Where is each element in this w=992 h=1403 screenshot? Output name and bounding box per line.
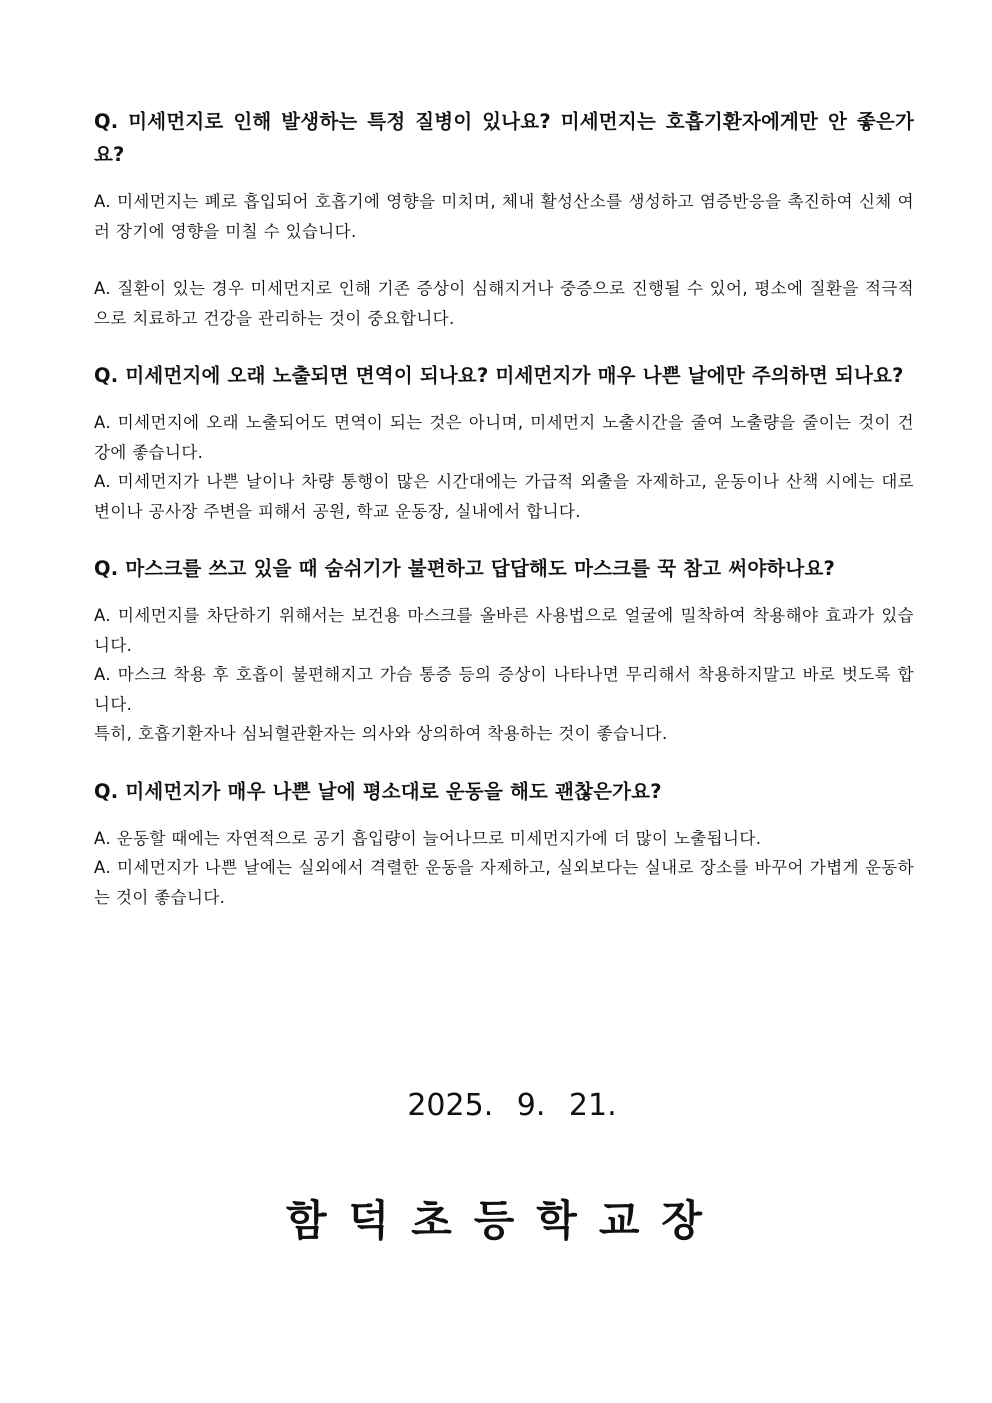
answer-3-3: 특히, 호흡기환자나 심뇌혈관환자는 의사와 상의하여 착용하는 것이 좋습니다. xyxy=(94,724,668,743)
answers-1 xyxy=(94,187,914,333)
answer-4-2: A. 미세먼지가 나쁜 날에는 실외에서 격렬한 운동을 자제하고, 실외보다는 실내로 장소를 바꾸어 가볍게 운동하는 것이 좋습니다. xyxy=(94,858,914,907)
question-1: Q. 미세먼지로 인해 발생하는 특정 질병이 있나요? 미세먼지는 호흡기환자에게만 안 좋은가요? xyxy=(94,110,914,166)
question-3: Q. 마스크를 쓰고 있을 때 숨쉬기가 불편하고 답답해도 마스크를 꾹 참고 써야하나요? xyxy=(94,557,835,580)
document-date: 2025. 9. 21. xyxy=(407,1088,617,1123)
question-2: Q. 미세먼지에 오래 노출되면 면역이 되나요? 미세먼지가 매우 나쁜 날에만 주의하면 되나요? xyxy=(94,364,904,387)
answer-4-1: A. 운동할 때에는 자연적으로 공기 흡입량이 늘어나므로 미세먼지가에 더 많이 노출됩니다. xyxy=(94,828,762,848)
qa-block-3 xyxy=(94,552,914,749)
answer-2-2: A. 미세먼지가 나쁜 날이나 차량 통행이 많은 시간대에는 가급적 외출을 자제하고, 운동이나 산책 시에는 대로변이나 공사장 주변을 피해서 공원, 학교 운동장, 실내에서 합니다. xyxy=(94,472,914,521)
answer-1-2: A. 질환이 있는 경우 미세먼지로 인해 기존 증상이 심해지거나 중증으로 진행될 수 있어, 평소에 질환을 적극적으로 치료하고 건강을 관리하는 것이 중요합니다. xyxy=(94,279,914,328)
qa-block-2 xyxy=(94,359,914,526)
answer-2-1: A. 미세먼지에 오래 노출되어도 면역이 되는 것은 아니며, 미세먼지 노출시간을 줄여 노출량을 줄이는 것이 건강에 좋습니다. xyxy=(94,413,914,462)
answers-3 xyxy=(94,601,914,749)
answer-3-1: A. 미세먼지를 차단하기 위해서는 보건용 마스크를 올바른 사용법으로 얼굴에 밀착하여 착용해야 효과가 있습니다. xyxy=(94,606,914,655)
qa-block-4 xyxy=(94,775,914,913)
answer-1-1: A. 미세먼지는 폐로 흡입되어 호흡기에 영향을 미치며, 체내 활성산소를 생성하고 염증반응을 촉진하여 신체 여러 장기에 영향을 미칠 수 있습니다. xyxy=(94,192,914,241)
answers-4 xyxy=(94,824,914,913)
signature-school-principal: 함덕초등학교장 xyxy=(285,1196,724,1245)
document-body xyxy=(94,105,914,912)
question-4: Q. 미세먼지가 매우 나쁜 날에 평소대로 운동을 해도 괜찮은가요? xyxy=(94,779,662,803)
qa-block-1 xyxy=(94,105,914,333)
answers-2 xyxy=(94,408,914,526)
answer-3-2: A. 마스크 착용 후 호흡이 불편해지고 가슴 통증 등의 증상이 나타나면 무리해서 착용하지말고 바로 벗도록 합니다. xyxy=(94,665,914,714)
